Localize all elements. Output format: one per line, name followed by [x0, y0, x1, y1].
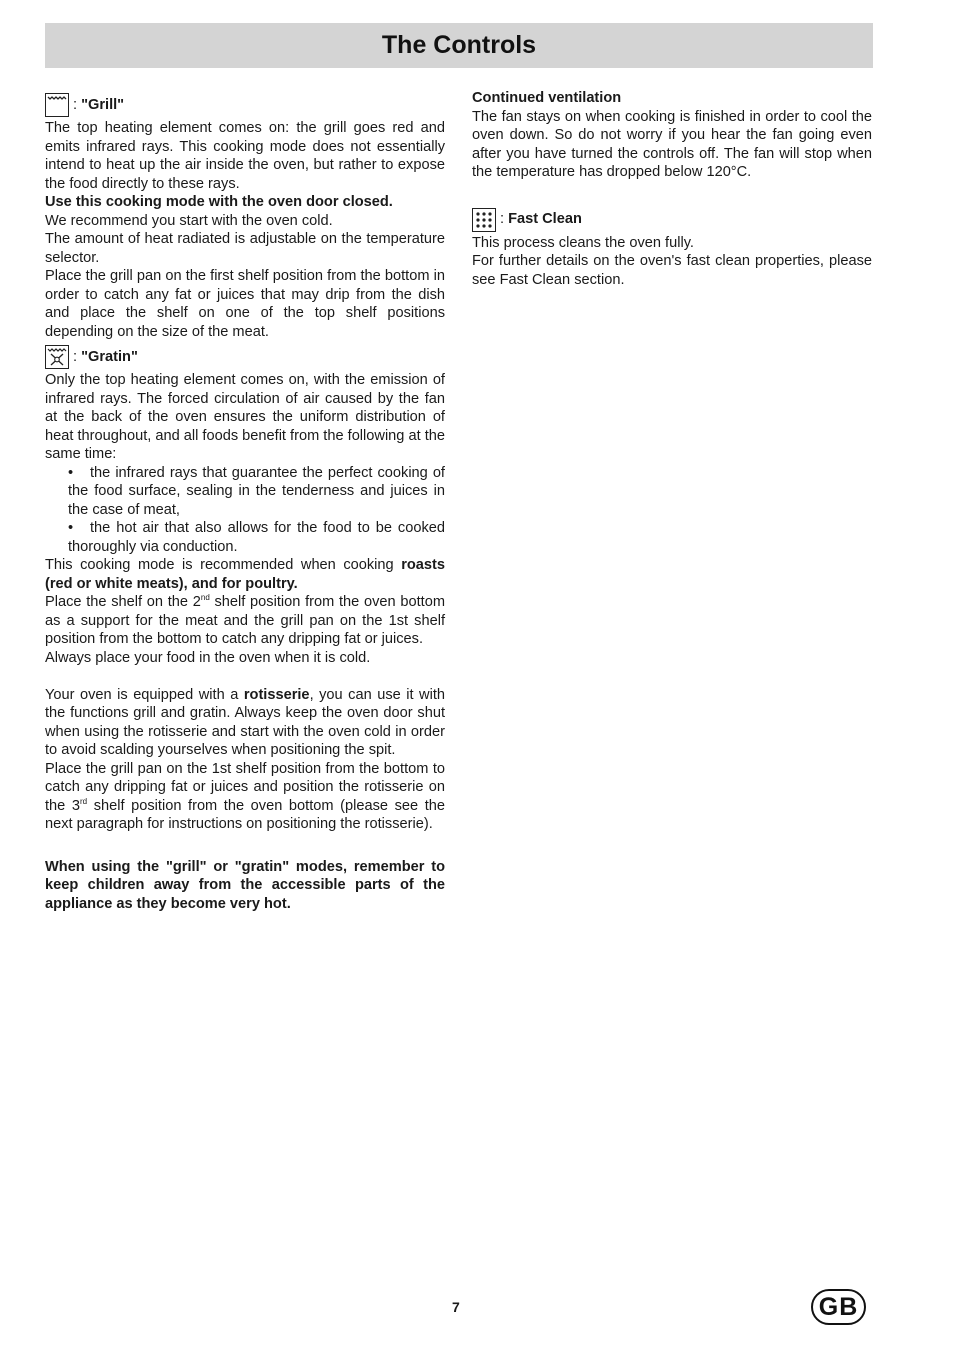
gratin-paragraph-2 — [45, 556, 445, 593]
list-item — [68, 519, 445, 556]
ventilation-title: Continued ventilation — [472, 90, 622, 106]
page-header — [45, 23, 873, 68]
fast-clean-label: Fast Clean — [508, 211, 582, 228]
gratin-colon: : — [73, 348, 78, 365]
grill-paragraph-5: Place the grill pan on the first shelf position from the bottom in order to catch any fat or juices that may drip from the dish and place the shelf on one of the top shelf positions depending on the size of the meat. — [45, 268, 445, 340]
spacer — [45, 667, 445, 686]
bullet-dot: • — [68, 464, 74, 481]
page-number: 7 — [452, 1299, 460, 1315]
gratin-bullet-list — [45, 464, 445, 557]
rotisserie-p1-text-c: , you can use it with the functions grill and gratin. Always keep the oven door shut when using the rotisserie and start with the oven cold in order to avoid scalding yourselves when positioning the spit. — [45, 686, 445, 758]
rotisserie-p1-bold: rotisserie — [243, 686, 310, 703]
fast-clean-colon: : — [500, 211, 505, 228]
bullet-text: the hot air that also allows for the food to be cooked thoroughly via conduction. — [68, 520, 445, 555]
gratin-p3-sup: nd — [200, 593, 210, 603]
grill-paragraph-1: The top heating element comes on: the grill goes red and emits infrared rays. This cooking mode does not essentially intend to heat up the air inside the oven, but rather to expose the food directly to these rays. — [45, 120, 445, 192]
grill-door-closed-note: Use this cooking mode with the oven door closed. — [45, 194, 393, 210]
fast-clean-icon — [472, 208, 496, 232]
rotisserie-paragraph-1 — [45, 686, 445, 760]
grill-paragraph-4: The amount of heat radiated is adjustable on the temperature selector. — [45, 231, 445, 266]
ventilation-paragraph: The fan stays on when cooking is finished in order to cool the oven down. So do not worry if you hear the fan going even after you have turned the controls off. The fan will stop when the temperature has dropped below 120°C. — [472, 108, 872, 180]
safety-warning: When using the "grill" or "gratin" modes, remember to keep children away from the accessible parts of the appliance as they become very hot. — [45, 858, 445, 912]
rotisserie-p2-sup: rd — [80, 796, 88, 806]
gratin-heading — [45, 345, 445, 369]
gratin-p3-text-b: shelf position from the oven bottom as a support for the meat and the grill pan on the 1st shelf position from the bottom to catch any dripping fat or juices. — [45, 594, 445, 647]
gratin-p2-text: This cooking mode is recommended when cooking — [45, 557, 402, 573]
bullet-dot: • — [68, 520, 74, 536]
gratin-p2-bold: roasts (red or white meats), and for poultry. — [45, 557, 445, 592]
grill-label: "Grill" — [81, 96, 125, 113]
gratin-icon — [45, 345, 69, 369]
gratin-p3-text-a: Place the shelf on the 2 — [45, 594, 201, 610]
spacer — [45, 834, 445, 858]
right-column — [472, 89, 872, 289]
grill-heading — [45, 93, 445, 117]
rotisserie-paragraph-2 — [45, 760, 445, 834]
language-badge: GB — [811, 1289, 866, 1325]
gratin-paragraph-3 — [45, 593, 445, 649]
grill-colon: : — [73, 96, 78, 113]
gratin-label: "Gratin" — [81, 348, 138, 365]
rotisserie-p2-text-a: Place the grill pan on the 1st shelf position from the bottom to catch any dripping fat or juices and position the rotisserie on the 3 — [45, 760, 445, 814]
fast-clean-heading — [472, 208, 872, 232]
list-item — [68, 464, 445, 520]
gratin-paragraph-1: Only the top heating element comes on, with the emission of infrared rays. The forced circulation of air caused by the fan at the back of the oven ensures the uniform distribution of heat throughout, and all foods benefit from the following at the same time: — [45, 372, 445, 462]
grill-icon — [45, 93, 69, 117]
grill-paragraph-3: We recommend you start with the oven cold. — [45, 212, 333, 229]
fast-clean-paragraph-1: This process cleans the oven fully. — [472, 234, 694, 251]
rotisserie-p1-text-a: Your oven is equipped with a — [45, 686, 244, 703]
gratin-paragraph-4: Always place your food in the oven when it is cold. — [45, 649, 371, 666]
spacer — [472, 182, 872, 204]
rotisserie-p2-text-b: shelf position from the oven bottom (please see the next paragraph for instructions on positioning the rotisserie). — [45, 797, 445, 832]
fast-clean-paragraph-2: For further details on the oven's fast clean properties, please see Fast Clean section. — [472, 253, 872, 288]
left-column — [45, 89, 445, 913]
page-title: The Controls — [381, 31, 537, 60]
bullet-text: the infrared rays that guarantee the perfect cooking of the food surface, sealing in the tenderness and juices in the case of meat, — [68, 464, 445, 518]
